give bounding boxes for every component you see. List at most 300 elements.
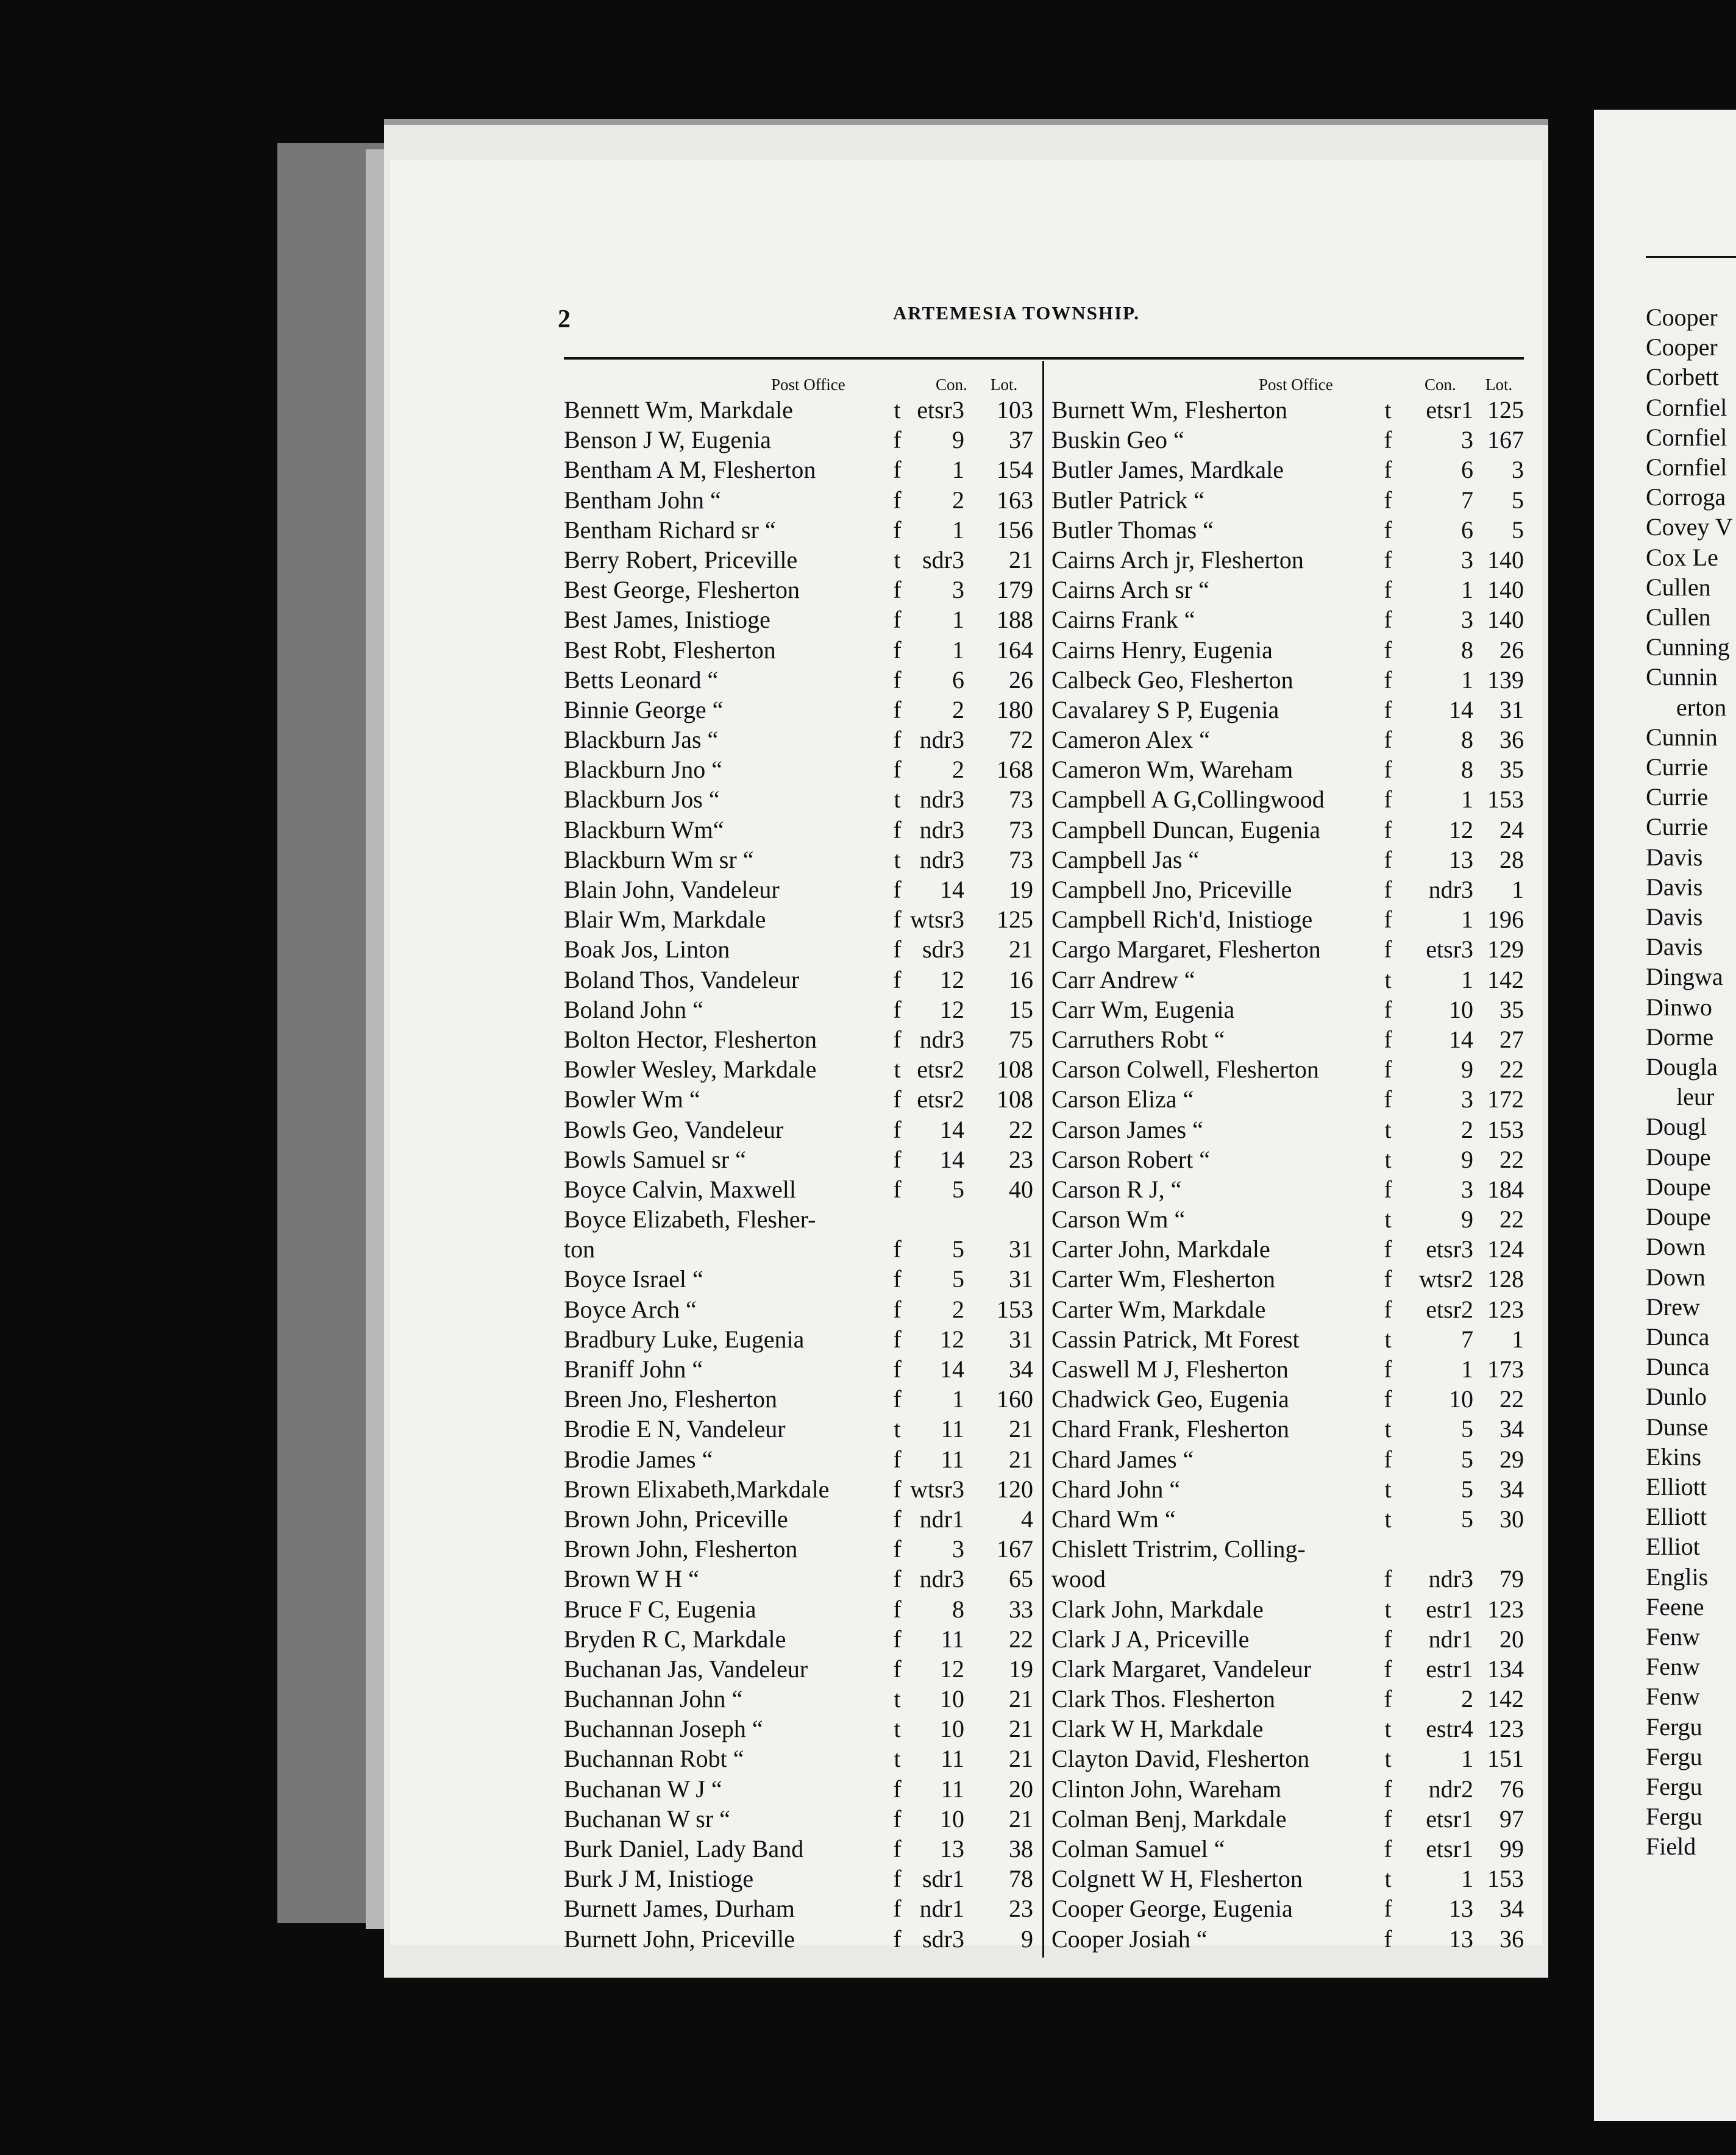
entry-name: Cairns Arch jr, Flesherton [1051,545,1304,573]
entry-concession: ndr1 [919,1505,964,1533]
entry-lot: 164 [997,636,1033,664]
entry-tenure: t [1384,1115,1392,1143]
entry-name: Buchanan W J “ [564,1775,722,1803]
entry-lot: 1 [1512,876,1524,903]
entry-name: Chadwick Geo, Eugenia [1051,1385,1289,1413]
entry-lot: 35 [1499,756,1524,784]
entry-tenure: f [1384,1085,1392,1113]
entry-tenure: f [1384,1685,1392,1713]
entry-tenure: f [893,726,902,754]
entry-tenure: f [893,1805,902,1833]
con-heading: Con. [1425,375,1456,394]
next-page-line: Fenw [1646,1622,1700,1650]
next-page-line: Corbett [1646,363,1719,391]
entry-tenure: f [893,606,902,634]
entry-name: Boak Jos, Linton [564,935,730,964]
directory-entry [564,1804,1036,1834]
entry-concession: wtsr3 [910,1475,964,1503]
entry-name: Butler James, Mardkale [1051,456,1284,484]
entry-tenure: t [1384,1505,1392,1533]
entry-name: Buchannan Robt “ [564,1745,744,1773]
entry-concession: etsr3 [917,396,964,424]
entry-tenure: f [1384,815,1392,843]
entry-tenure: t [1384,1865,1392,1893]
entry-lot: 22 [1499,1145,1524,1173]
entry-name: Benson J W, Eugenia [564,426,771,454]
entry-concession: ndr3 [919,815,964,843]
entry-lot: 19 [1009,1655,1033,1683]
entry-concession: 11 [941,1445,964,1473]
directory-entry [564,425,1036,455]
entry-tenure: f [1384,995,1392,1023]
con-heading: Con. [936,375,967,394]
entry-name: Campbell Duncan, Eugenia [1051,815,1320,843]
directory-entry [564,1774,1036,1804]
next-page-line: Ekins [1646,1443,1702,1471]
entry-concession: 1 [1461,576,1473,604]
entry-lot: 142 [1487,1685,1524,1713]
directory-entry [1051,1894,1557,1923]
next-page-line: Dougl [1646,1113,1707,1141]
directory-entry [564,695,1036,725]
entry-tenure: f [1384,845,1392,873]
directory-entry [1051,1714,1557,1744]
entry-name: Burk Daniel, Lady Band [564,1835,804,1862]
entry-tenure: f [1384,1265,1392,1293]
next-page-line: Cunning [1646,633,1730,661]
directory-entry [564,1444,1036,1474]
directory-entry [564,575,1036,605]
entry-concession: 8 [1461,636,1473,664]
entry-lot: 151 [1487,1745,1524,1773]
directory-entry [1051,395,1557,425]
entry-tenure: f [1384,1355,1392,1383]
page-number: 2 [558,305,571,333]
entry-tenure: f [893,636,902,664]
entry-concession: 3 [952,576,964,604]
entry-name: Colman Samuel “ [1051,1835,1225,1862]
entry-lot: 156 [997,516,1033,544]
entry-name: Cairns Arch sr “ [1051,576,1209,604]
entry-tenure: t [894,786,901,814]
entry-name: Bryden R C, Markdale [564,1625,786,1653]
next-page-line: Fergu [1646,1713,1702,1741]
next-page-line: Cullen [1646,603,1711,631]
entry-lot: 15 [1009,995,1033,1023]
entry-tenure: t [894,396,901,424]
entry-lot: 128 [1487,1265,1524,1293]
directory-entry [564,1384,1036,1414]
entry-lot: 124 [1487,1235,1524,1263]
entry-name: Campbell Rich'd, Inistioge [1051,906,1313,934]
entry-concession: etsr1 [1426,1835,1473,1862]
entry-tenure: f [1384,1385,1392,1413]
entry-name: ton [564,1235,596,1263]
entry-concession: 9 [952,426,964,454]
entry-tenure: f [1384,1295,1392,1323]
directory-entry [564,1594,1036,1624]
entry-name: Bolton Hector, Flesherton [564,1025,817,1053]
post-office-heading: Post Office [1259,375,1333,394]
entry-name: Bowls Samuel sr “ [564,1145,746,1173]
entry-concession: 6 [952,666,964,694]
next-page-line: Cornfiel [1646,393,1727,421]
entry-tenure: f [893,516,902,544]
directory-entry [564,605,1036,634]
entry-concession: etsr2 [917,1085,964,1113]
directory-entry [1051,934,1557,964]
entry-tenure: t [1384,1475,1392,1503]
entry-tenure: f [893,1235,902,1263]
directory-entry [564,485,1036,515]
directory-entry [1051,1174,1557,1204]
entry-concession: 1 [1461,906,1473,934]
entry-concession: 8 [1461,726,1473,754]
entry-name: Blackburn Wm“ [564,815,724,843]
entry-lot: 140 [1487,545,1524,573]
entry-concession: 10 [1449,1385,1473,1413]
entry-lot: 24 [1499,815,1524,843]
directory-entry [1051,1145,1557,1174]
entry-tenure: f [893,1025,902,1053]
entry-lot: 36 [1499,726,1524,754]
entry-tenure: f [1384,726,1392,754]
directory-entry [564,395,1036,425]
entry-lot: 27 [1499,1025,1524,1053]
entry-concession: 1 [1461,786,1473,814]
entry-concession: 2 [1461,1685,1473,1713]
directory-entry [1051,1294,1557,1324]
entry-tenure: t [1384,965,1392,993]
entry-tenure: f [1384,1925,1392,1953]
entry-tenure: f [1384,606,1392,634]
entry-tenure: t [1384,1145,1392,1173]
directory-entry [564,665,1036,695]
entry-name: Clayton David, Flesherton [1051,1745,1310,1773]
entry-concession: sdr1 [922,1865,964,1893]
entry-concession: 12 [940,995,964,1023]
directory-entry [1051,1534,1557,1564]
directory-entry [564,1054,1036,1084]
entry-name: Clark Margaret, Vandeleur [1051,1655,1312,1683]
directory-entry [1051,1654,1557,1684]
entry-concession: 6 [1461,456,1473,484]
entry-lot: 22 [1499,1205,1524,1234]
entry-name: Carson Wm “ [1051,1205,1186,1234]
entry-name: Chard Frank, Flesherton [1051,1415,1289,1443]
entry-tenure: f [893,426,902,454]
entry-name: Breen Jno, Flesherton [564,1385,777,1413]
entry-name: Buchannan Joseph “ [564,1715,763,1743]
entry-name: Carson James “ [1051,1115,1203,1143]
right-column [1051,361,1557,1954]
entry-name: Clark Thos. Flesherton [1051,1685,1276,1713]
directory-entry [564,1684,1036,1714]
entry-tenure: f [893,1475,902,1503]
directory-entry [564,455,1036,485]
entry-concession: 5 [952,1265,964,1293]
entry-lot: 76 [1499,1775,1524,1803]
entry-lot: 31 [1009,1265,1033,1293]
entry-concession: 5 [1461,1475,1473,1503]
directory-entry [1051,1354,1557,1384]
entry-tenure: f [893,1835,902,1862]
next-page-line: Doupe [1646,1173,1711,1201]
entry-concession: 10 [940,1685,964,1713]
entry-tenure: f [1384,1025,1392,1053]
directory-entry [1051,1115,1557,1145]
entry-concession: etsr2 [1426,1295,1473,1323]
entry-lot: 31 [1009,1235,1033,1263]
entry-concession: ndr3 [919,1025,964,1053]
entry-lot: 1 [1512,1325,1524,1353]
entry-lot: 139 [1487,666,1524,694]
directory-entry [564,1324,1036,1354]
entry-tenure: f [1384,545,1392,573]
directory-entry [1051,1444,1557,1474]
directory-entry [564,1234,1036,1264]
next-page-line: Cullen [1646,573,1711,601]
entry-concession: 1 [1461,666,1473,694]
entry-lot: 3 [1512,456,1524,484]
directory-entry [564,1744,1036,1773]
entry-concession: estr4 [1426,1715,1473,1743]
next-page-line: Down [1646,1233,1706,1261]
entry-name: Buskin Geo “ [1051,426,1184,454]
entry-lot: 33 [1009,1595,1033,1623]
entry-lot: 153 [997,1295,1033,1323]
next-page-line: Cooper [1646,304,1718,331]
entry-concession: etsr2 [917,1056,964,1084]
entry-tenure: f [1384,1445,1392,1473]
entry-tenure: f [1384,1805,1392,1833]
entry-name: Chard James “ [1051,1445,1194,1473]
next-page-line: Cunnin [1646,723,1718,751]
entry-tenure: f [893,1775,902,1803]
entry-tenure: f [893,456,902,484]
entry-tenure: f [893,1895,902,1923]
directory-entry [564,934,1036,964]
entry-lot: 129 [1487,935,1524,964]
entry-tenure: f [893,1865,902,1893]
entry-concession: 1 [1461,965,1473,993]
entry-lot: 34 [1499,1415,1524,1443]
entry-name: Burnett Wm, Flesherton [1051,396,1287,424]
left-column-header [564,361,1036,395]
entry-concession: 3 [952,1535,964,1563]
directory-entry [564,1834,1036,1864]
next-page-line: Davis [1646,873,1703,901]
entry-name: Colman Benj, Markdale [1051,1805,1287,1833]
entry-lot: 123 [1487,1295,1524,1323]
entry-tenure: t [1384,1205,1392,1234]
entry-concession: 14 [1449,1025,1473,1053]
directory-entry [564,1294,1036,1324]
entry-tenure: f [893,815,902,843]
left-column [564,361,1036,1954]
header-rule [564,357,1524,360]
entry-lot: 140 [1487,576,1524,604]
entry-lot: 97 [1499,1805,1524,1833]
entry-concession: 3 [1461,1175,1473,1203]
entry-concession: 11 [941,1625,964,1653]
entry-name: Brown W H “ [564,1565,699,1593]
entry-lot: 22 [1499,1385,1524,1413]
entry-lot: 73 [1009,815,1033,843]
entry-lot: 21 [1009,1805,1033,1833]
entry-lot: 26 [1009,666,1033,694]
next-page-line: Doupe [1646,1203,1711,1231]
next-page-line: Doupe [1646,1143,1711,1171]
entry-lot: 21 [1009,935,1033,964]
entry-lot: 184 [1487,1175,1524,1203]
entry-name: Cassin Patrick, Mt Forest [1051,1325,1300,1353]
directory-entry [1051,965,1557,995]
entry-tenure: t [1384,1415,1392,1443]
directory-entry [1051,1924,1557,1954]
entry-name: Chard John “ [1051,1475,1181,1503]
entry-lot: 154 [997,456,1033,484]
directory-entry [1051,1834,1557,1864]
entry-concession: sdr3 [922,1925,964,1953]
directory-entry [1051,515,1557,545]
next-page-line: Fenw [1646,1653,1700,1681]
directory-entry [564,965,1036,995]
entry-name: Boyce Elizabeth, Flesher- [564,1205,816,1234]
entry-name: Betts Leonard “ [564,666,719,694]
entry-name: Campbell A G,Collingwood [1051,786,1325,814]
entry-concession: 3 [1461,606,1473,634]
entry-lot: 29 [1499,1445,1524,1473]
entry-name: Burnett James, Durham [564,1895,795,1923]
entry-concession: ndr3 [919,786,964,814]
entry-concession: 5 [952,1175,964,1203]
entry-name: Bentham John “ [564,486,721,514]
entry-lot: 108 [997,1085,1033,1113]
directory-entry [1051,845,1557,875]
entry-concession: 6 [1461,516,1473,544]
entry-tenure: f [893,1385,902,1413]
entry-lot: 21 [1009,1685,1033,1713]
entry-lot: 38 [1009,1835,1033,1862]
entry-name: Butler Patrick “ [1051,486,1205,514]
entry-tenure: f [893,1265,902,1293]
directory-entry [1051,754,1557,784]
entry-lot: 120 [997,1475,1033,1503]
page-title: ARTEMESIA TOWNSHIP. [893,302,1140,324]
directory-entry [1051,635,1557,665]
next-page-line: Corroga [1646,483,1726,511]
directory-entry [564,1174,1036,1204]
entry-name: Chard Wm “ [1051,1505,1176,1533]
entry-lot: 5 [1512,516,1524,544]
entry-lot: 9 [1021,1925,1033,1953]
post-office-heading: Post Office [771,375,845,394]
entry-name: Carter Wm, Markdale [1051,1295,1266,1323]
entry-concession: 1 [952,1385,964,1413]
entry-name: Carter John, Markdale [1051,1235,1270,1263]
entry-concession: 1 [952,606,964,634]
entry-tenure: f [893,666,902,694]
entry-lot: 20 [1009,1775,1033,1803]
directory-entry [564,1534,1036,1564]
entry-lot: 35 [1499,995,1524,1023]
entry-name: Carter Wm, Flesherton [1051,1265,1275,1293]
entry-name: Cameron Wm, Wareham [1051,756,1293,784]
entry-lot: 34 [1499,1895,1524,1923]
next-page-line: Dunlo [1646,1383,1707,1411]
entry-tenure: f [1384,486,1392,514]
entry-tenure: t [1384,1325,1392,1353]
entry-name: Bowls Geo, Vandeleur [564,1115,784,1143]
entry-name: Clark John, Markdale [1051,1595,1264,1623]
entry-lot: 28 [1499,845,1524,873]
directory-entry [564,1145,1036,1174]
entry-tenure: f [1384,695,1392,723]
directory-entry [1051,1564,1557,1594]
directory-entry [564,1024,1036,1054]
next-page-line: Dingwa [1646,963,1723,991]
entry-concession: 13 [1449,1925,1473,1953]
entry-name: Caswell M J, Flesherton [1051,1355,1289,1383]
entry-tenure: f [893,486,902,514]
entry-name: Blair Wm, Markdale [564,906,766,934]
entry-tenure: f [1384,1056,1392,1084]
entry-tenure: f [893,1325,902,1353]
directory-entry [1051,455,1557,485]
directory-entry [564,904,1036,934]
entry-tenure: f [893,1505,902,1533]
entry-name: Colgnett W H, Flesherton [1051,1865,1303,1893]
next-page-line: Currie [1646,753,1709,781]
entry-name: Cairns Henry, Eugenia [1051,636,1273,664]
directory-entry [564,1264,1036,1294]
entry-tenure: f [1384,906,1392,934]
entry-lot: 163 [997,486,1033,514]
entry-name: Carr Andrew “ [1051,965,1195,993]
lot-heading: Lot. [1485,375,1513,394]
entry-tenure: t [1384,396,1392,424]
next-page-line: Currie [1646,783,1709,811]
entry-name: Cooper Josiah “ [1051,1925,1208,1953]
entry-tenure: f [1384,1655,1392,1683]
entry-name: Boland John “ [564,995,703,1023]
entry-concession: 9 [1461,1056,1473,1084]
entry-concession: 14 [940,1115,964,1143]
entry-name: Blackburn Jos “ [564,786,720,814]
entry-lot: 142 [1487,965,1524,993]
entry-concession: 10 [940,1805,964,1833]
entry-name: Campbell Jno, Priceville [1051,876,1292,903]
entry-concession: 14 [940,1145,964,1173]
entry-tenure: f [1384,1895,1392,1923]
entry-tenure: f [1384,576,1392,604]
entry-concession: 1 [952,456,964,484]
entry-tenure: t [894,1715,901,1743]
entry-name: Best George, Flesherton [564,576,800,604]
right-column-header [1051,361,1557,395]
directory-entry [564,815,1036,845]
entry-concession: ndr2 [1428,1775,1473,1803]
entry-lot: 21 [1009,1745,1033,1773]
entry-name: Carson Colwell, Flesherton [1051,1056,1319,1084]
directory-entry [564,1474,1036,1504]
entry-name: Boyce Calvin, Maxwell [564,1175,797,1203]
entry-name: Bruce F C, Eugenia [564,1595,756,1623]
next-page-line: Down [1646,1263,1706,1291]
entry-lot: 31 [1499,695,1524,723]
entry-tenure: f [893,1445,902,1473]
